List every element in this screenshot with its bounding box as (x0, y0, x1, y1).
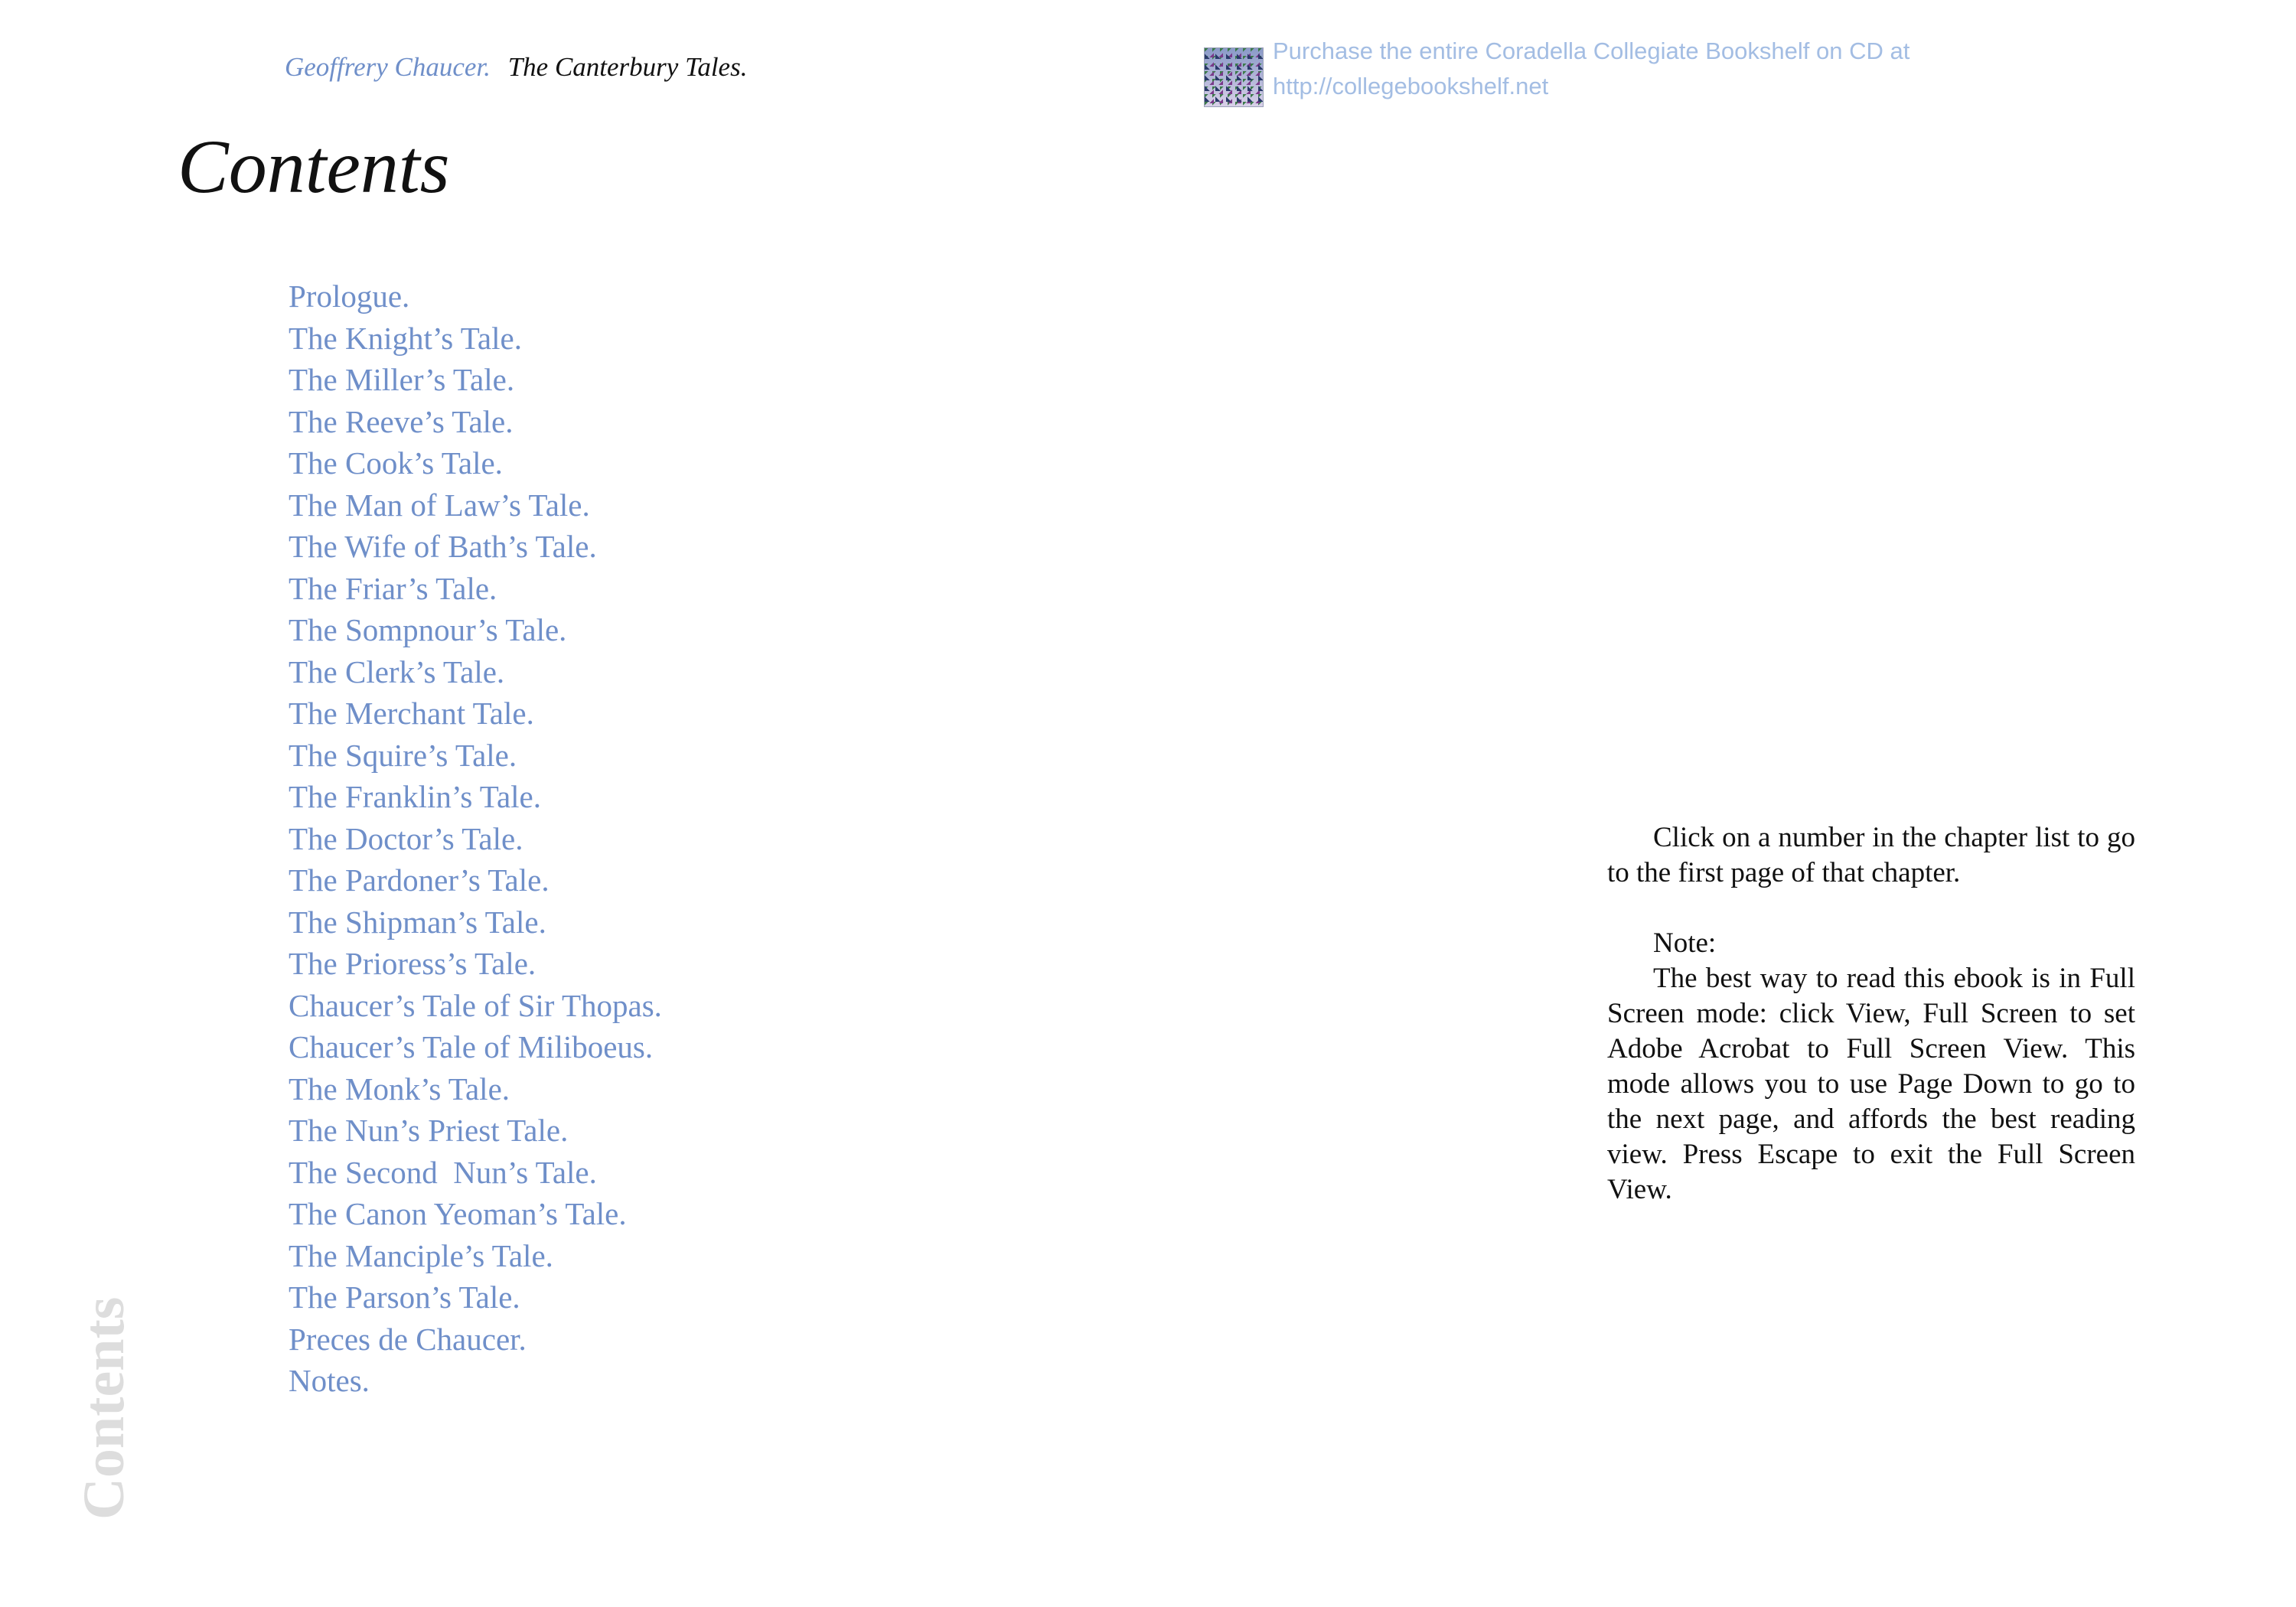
toc-item[interactable]: The Shipman’s Tale. (289, 904, 546, 940)
toc-item[interactable]: The Sompnour’s Tale. (289, 612, 567, 647)
toc-item[interactable]: The Franklin’s Tale. (289, 779, 542, 814)
toc-item[interactable]: The Monk’s Tale. (289, 1071, 510, 1107)
toc-item[interactable]: The Reeve’s Tale. (289, 403, 514, 439)
toc-item[interactable]: The Squire’s Tale. (289, 737, 517, 773)
toc-item[interactable]: Preces de Chaucer. (289, 1321, 527, 1357)
toc-item[interactable]: The Nun’s Priest Tale. (289, 1113, 569, 1148)
toc-item[interactable]: Chaucer’s Tale of Sir Thopas. (289, 987, 662, 1023)
coradella-logo-icon (1204, 47, 1264, 107)
toc-item[interactable]: The Wife of Bath’s Tale. (289, 529, 597, 564)
toc-item[interactable]: The Man of Law’s Tale. (289, 487, 590, 523)
toc-item[interactable]: The Doctor’s Tale. (289, 820, 523, 856)
toc-item[interactable]: The Manciple’s Tale. (289, 1237, 553, 1273)
running-header (285, 52, 747, 83)
promo-text[interactable] (1273, 34, 1910, 104)
toc-item[interactable]: The Canon Yeoman’s Tale. (289, 1196, 627, 1231)
instructions-paragraph: Click on a number in the chapter list to go to the first page of that chapter. (1607, 822, 2135, 888)
toc-item[interactable]: The Parson’s Tale. (289, 1279, 520, 1315)
toc-item[interactable]: The Cook’s Tale. (289, 445, 503, 481)
toc-item[interactable]: The Prioress’s Tale. (289, 946, 536, 981)
promo-line[interactable]: Purchase the entire Coradella Collegiate Bookshelf on CD at (1273, 37, 1910, 64)
toc-item[interactable]: The Pardoner’s Tale. (289, 862, 550, 898)
paragraph-gap (1607, 891, 2135, 926)
note-label: Note: (1653, 927, 1717, 959)
toc-item[interactable]: Notes. (289, 1363, 370, 1398)
toc-item[interactable]: Chaucer’s Tale of Miliboeus. (289, 1029, 654, 1064)
header-author: Geoffrery Chaucer. (285, 52, 491, 82)
toc-item[interactable]: Prologue. (289, 279, 410, 314)
side-section-label: Contents (72, 1296, 136, 1520)
toc-item[interactable]: The Miller’s Tale. (289, 362, 515, 397)
instructions-block (1607, 820, 2135, 1208)
page-title: Contents (178, 124, 450, 209)
promo-link[interactable]: http://collegebookshelf.net (1273, 73, 1549, 99)
toc-item[interactable]: The Merchant Tale. (289, 696, 534, 731)
toc-item[interactable]: The Second Nun’s Tale. (289, 1154, 597, 1190)
note-paragraph: The best way to read this ebook is in Full Screen mode: click View, Full Screen to set Adobe Acrobat to Full Screen View. This mode allows you to use Page Down to go to the next page, and affords the best reading view. Press Escape to exit the Full Screen View. (1607, 963, 2135, 1205)
table-of-contents (289, 275, 662, 1402)
toc-item[interactable]: The Friar’s Tale. (289, 570, 497, 606)
promo-banner[interactable] (1204, 34, 1910, 107)
toc-item[interactable]: The Clerk’s Tale. (289, 654, 505, 689)
header-title: The Canterbury Tales. (507, 52, 748, 82)
toc-item[interactable]: The Knight’s Tale. (289, 320, 522, 356)
